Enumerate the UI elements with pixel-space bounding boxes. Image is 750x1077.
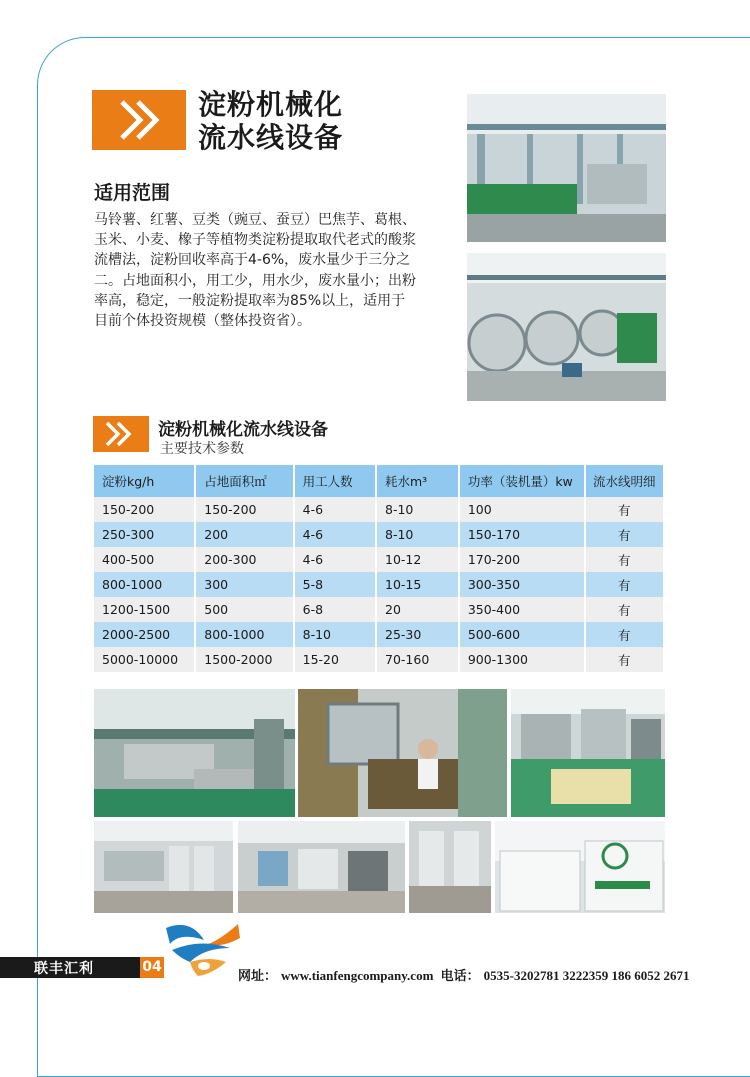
- table-row: [94, 647, 664, 672]
- table-header-row: [94, 465, 664, 497]
- table-cell: 25-30: [376, 622, 459, 647]
- table-cell: 500-600: [459, 622, 585, 647]
- starch-bags-photo: [495, 821, 665, 913]
- table-cell: 有: [585, 497, 665, 522]
- table-cell: 1500-2000: [195, 647, 293, 672]
- table-cell: 800-1000: [195, 622, 293, 647]
- page-title: [198, 88, 343, 154]
- table-cell: 1200-1500: [94, 597, 195, 622]
- title-badge: [92, 90, 186, 150]
- table-row: [94, 597, 664, 622]
- column-header: 占地面积㎡: [195, 465, 293, 497]
- column-header: 流水线明细: [585, 465, 665, 497]
- website-label: 网址：: [238, 968, 278, 983]
- factory-photo-6: [94, 821, 233, 913]
- table-cell: 有: [585, 572, 665, 597]
- table-cell: 2000-2500: [94, 622, 195, 647]
- table-cell: 100: [459, 497, 585, 522]
- table-cell: 70-160: [376, 647, 459, 672]
- contact-line: [238, 965, 694, 984]
- table-cell: 170-200: [459, 547, 585, 572]
- factory-photo-4: [298, 689, 507, 817]
- table-cell: 有: [585, 622, 665, 647]
- table-cell: 4-6: [294, 522, 376, 547]
- scope-heading: 适用范围: [94, 182, 171, 204]
- section-badge: [93, 416, 149, 452]
- table-cell: 5000-10000: [94, 647, 195, 672]
- table-row: [94, 622, 664, 647]
- table-cell: 300: [195, 572, 293, 597]
- table-cell: 150-200: [195, 497, 293, 522]
- table-cell: 5-8: [294, 572, 376, 597]
- table-cell: 20: [376, 597, 459, 622]
- table-cell: 8-10: [376, 522, 459, 547]
- table-cell: 350-400: [459, 597, 585, 622]
- table-cell: 有: [585, 647, 665, 672]
- double-chevron-right-icon: [92, 90, 186, 150]
- table-cell: 4-6: [294, 547, 376, 572]
- table-row: [94, 547, 664, 572]
- table-cell: 10-15: [376, 572, 459, 597]
- tech-params-table: [94, 465, 665, 672]
- factory-photo-1: [467, 94, 666, 242]
- column-header: 功率（装机量）kw: [459, 465, 585, 497]
- table-cell: 有: [585, 597, 665, 622]
- table-cell: 500: [195, 597, 293, 622]
- table-cell: 6-8: [294, 597, 376, 622]
- section-title: 淀粉机械化流水线设备: [158, 420, 328, 440]
- table-cell: 8-10: [294, 622, 376, 647]
- table-cell: 10-12: [376, 547, 459, 572]
- table-cell: 有: [585, 547, 665, 572]
- table-cell: 400-500: [94, 547, 195, 572]
- page-title-line2: 流水线设备: [198, 121, 344, 154]
- double-chevron-right-icon: [93, 416, 149, 452]
- column-header: 耗水m³: [376, 465, 459, 497]
- factory-photo-5: [511, 689, 665, 817]
- table-cell: 200-300: [195, 547, 293, 572]
- website-link[interactable]: www.tianfengcompany.com: [281, 968, 434, 983]
- page-title-line1: 淀粉机械化: [198, 88, 344, 121]
- table-cell: 200: [195, 522, 293, 547]
- table-cell: 900-1300: [459, 647, 585, 672]
- factory-photo-7: [238, 821, 405, 913]
- table-cell: 150-200: [94, 497, 195, 522]
- factory-photo-2: [467, 253, 666, 401]
- column-header: 淀粉kg/h: [94, 465, 195, 497]
- table-cell: 4-6: [294, 497, 376, 522]
- table-cell: 15-20: [294, 647, 376, 672]
- table-cell: 800-1000: [94, 572, 195, 597]
- table-cell: 300-350: [459, 572, 585, 597]
- footer-brand: 联丰汇利: [34, 961, 94, 977]
- company-logo-icon: [160, 918, 244, 980]
- section-subtitle: 主要技术参数: [160, 441, 244, 457]
- scope-description: 马铃薯、红薯、豆类（豌豆、蚕豆）巴焦芋、葛根、玉米、小麦、橡子等植物类淀粉提取取代老式的酸浆流槽法，淀粉回收率高于4-6%，废水量少于三分之二。占地面积小，用工少，用水少，废水量小；出粉率高，稳定，一般淀粉提取率为85%以上，适用于目前个体投资规模（整体投资省）。: [94, 212, 416, 330]
- factory-photo-8: [409, 821, 491, 913]
- table-row: [94, 572, 664, 597]
- table-row: [94, 522, 664, 547]
- phone-label: 电话：: [440, 968, 480, 983]
- factory-photo-3: [94, 689, 295, 817]
- column-header: 用工人数: [294, 465, 376, 497]
- table-cell: 有: [585, 522, 665, 547]
- phone-numbers: 0535-3202781 3222359 186 6052 2671: [483, 968, 690, 983]
- table-cell: 150-170: [459, 522, 585, 547]
- table-row: [94, 497, 664, 522]
- page-number: 04: [140, 957, 164, 978]
- table-cell: 8-10: [376, 497, 459, 522]
- table-cell: 250-300: [94, 522, 195, 547]
